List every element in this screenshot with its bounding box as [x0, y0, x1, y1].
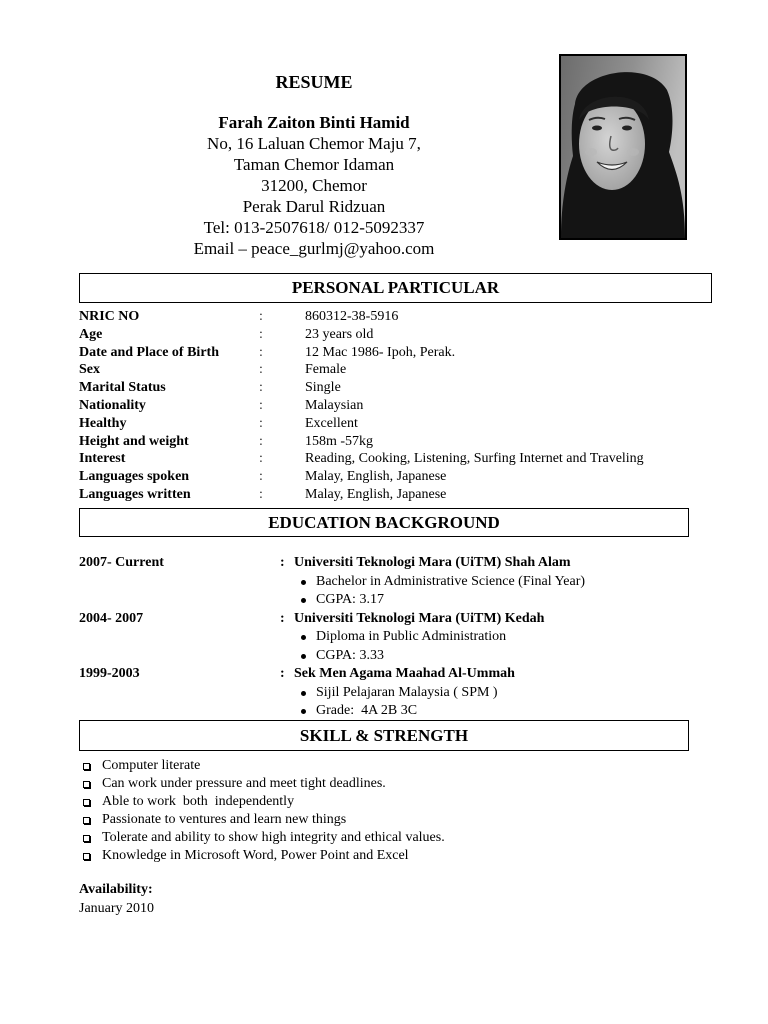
field-value: 12 Mac 1986- Ipoh, Perak. — [305, 344, 456, 360]
field-separator: : — [259, 433, 263, 449]
field-label: Sex — [79, 362, 100, 378]
education-detail — [79, 647, 699, 666]
education-detail — [79, 628, 699, 647]
education-list — [79, 554, 699, 721]
field-value: Malaysian — [305, 397, 364, 413]
education-period: 1999-2003 — [79, 666, 140, 681]
field-label: Nationality — [79, 397, 146, 413]
skill-text: Tolerate and ability to show high integrity and ethical values. — [102, 830, 445, 845]
education-detail — [79, 573, 699, 592]
field-separator: : — [259, 397, 263, 413]
address-line: No, 16 Laluan Chemor Maju 7, — [207, 134, 421, 153]
section-heading-personal: PERSONAL PARTICULAR — [79, 273, 712, 303]
skill-item — [79, 811, 679, 829]
field-separator: : — [259, 344, 263, 360]
availability-label: Availability: — [79, 882, 153, 897]
field-value: 860312-38-5916 — [305, 309, 399, 324]
square-bullet-icon — [83, 781, 90, 788]
skill-item — [79, 793, 679, 811]
education-period: 2007- Current — [79, 555, 164, 570]
address-line: 31200, Chemor — [261, 176, 367, 195]
field-separator: : — [259, 380, 263, 396]
skills-list — [79, 757, 679, 865]
field-separator: : — [259, 486, 263, 502]
section-heading-education: EDUCATION BACKGROUND — [79, 508, 689, 537]
education-entry — [79, 610, 699, 629]
field-separator: : — [280, 555, 285, 570]
field-separator: : — [259, 326, 263, 342]
field-separator: : — [259, 469, 263, 485]
bullet-icon — [301, 580, 306, 585]
field-label: Interest — [79, 451, 126, 467]
field-label: Languages spoken — [79, 469, 190, 485]
personal-row — [79, 415, 699, 433]
field-label: Languages written — [79, 486, 191, 502]
education-detail-text: Diploma in Public Administration — [316, 629, 507, 644]
education-detail-text: CGPA: 3.33 — [316, 647, 384, 663]
field-value: 23 years old — [305, 326, 374, 342]
field-label: Marital Status — [79, 380, 166, 396]
resume-title: RESUME — [275, 72, 353, 92]
square-bullet-icon — [83, 799, 90, 806]
personal-row — [79, 308, 699, 326]
field-label: Healthy — [79, 415, 127, 431]
field-value: Malay, English, Japanese — [305, 469, 447, 485]
field-value: Single — [305, 380, 341, 396]
personal-particulars-list — [79, 308, 699, 504]
skill-item — [79, 847, 679, 865]
personal-row — [79, 361, 699, 379]
field-value: Female — [305, 362, 347, 378]
square-bullet-icon — [83, 763, 90, 770]
field-separator: : — [280, 610, 285, 626]
field-value: Excellent — [305, 415, 358, 431]
education-detail — [79, 591, 699, 610]
education-detail-text: Sijil Pelajaran Malaysia ( SPM ) — [316, 684, 498, 700]
bullet-icon — [301, 635, 306, 640]
portrait-image — [561, 56, 685, 238]
personal-row — [79, 468, 699, 486]
education-detail — [79, 684, 699, 703]
personal-row — [79, 379, 699, 397]
personal-row — [79, 397, 699, 415]
education-institution: Sek Men Agama Maahad Al-Ummah — [294, 666, 515, 681]
profile-photo — [559, 54, 687, 240]
education-period: 2004- 2007 — [79, 610, 144, 626]
phone-number: Tel: 013-2507618/ 012-5092337 — [203, 218, 425, 237]
availability-value: January 2010 — [79, 900, 155, 916]
availability-block — [79, 881, 154, 918]
field-separator: : — [259, 362, 263, 378]
skill-text: Knowledge in Microsoft Word, Power Point and Excel — [102, 848, 409, 863]
field-value: Malay, English, Japanese — [305, 486, 447, 502]
field-separator: : — [280, 666, 285, 681]
field-label: Date and Place of Birth — [79, 344, 219, 360]
section-heading-skills: SKILL & STRENGTH — [79, 720, 689, 751]
square-bullet-icon — [83, 853, 90, 860]
square-bullet-icon — [83, 817, 90, 824]
bullet-icon — [301, 598, 306, 603]
field-label: NRIC NO — [79, 309, 140, 324]
skill-text: Computer literate — [102, 758, 201, 773]
contact-header — [79, 112, 549, 259]
skill-text: Can work under pressure and meet tight deadlines. — [102, 776, 386, 791]
education-detail — [79, 702, 699, 721]
field-separator: : — [259, 415, 263, 431]
skill-text: Passionate to ventures and learn new things — [102, 812, 347, 827]
field-label: Age — [79, 326, 103, 342]
personal-row — [79, 450, 699, 468]
address-line: Perak Darul Ridzuan — [242, 197, 386, 216]
personal-row — [79, 344, 699, 362]
education-detail-text: CGPA: 3.17 — [316, 592, 384, 607]
education-institution: Universiti Teknologi Mara (UiTM) Shah Alam — [294, 555, 571, 570]
bullet-icon — [301, 709, 306, 714]
education-detail-text: Grade: 4A 2B 3C — [316, 703, 418, 718]
field-value: 158m -57kg — [305, 433, 374, 449]
skill-item — [79, 775, 679, 793]
skill-text: Able to work both independently — [102, 794, 295, 809]
field-value: Reading, Cooking, Listening, Surfing Internet and Traveling — [305, 451, 644, 467]
bullet-icon — [301, 691, 306, 696]
field-separator: : — [259, 451, 263, 467]
education-detail-text: Bachelor in Administrative Science (Final Year) — [316, 573, 586, 589]
personal-row — [79, 433, 699, 451]
education-institution: Universiti Teknologi Mara (UiTM) Kedah — [294, 610, 545, 626]
education-entry — [79, 665, 699, 684]
personal-row — [79, 326, 699, 344]
education-entry — [79, 554, 699, 573]
square-bullet-icon — [83, 835, 90, 842]
bullet-icon — [301, 654, 306, 659]
field-label: Height and weight — [79, 433, 189, 449]
candidate-name: Farah Zaiton Binti Hamid — [218, 113, 410, 132]
skill-item — [79, 829, 679, 847]
address-line: Taman Chemor Idaman — [233, 155, 395, 174]
skill-item — [79, 757, 679, 775]
email-address: Email – peace_gurlmj@yahoo.com — [193, 239, 435, 258]
field-separator: : — [259, 309, 263, 324]
personal-row — [79, 486, 699, 504]
